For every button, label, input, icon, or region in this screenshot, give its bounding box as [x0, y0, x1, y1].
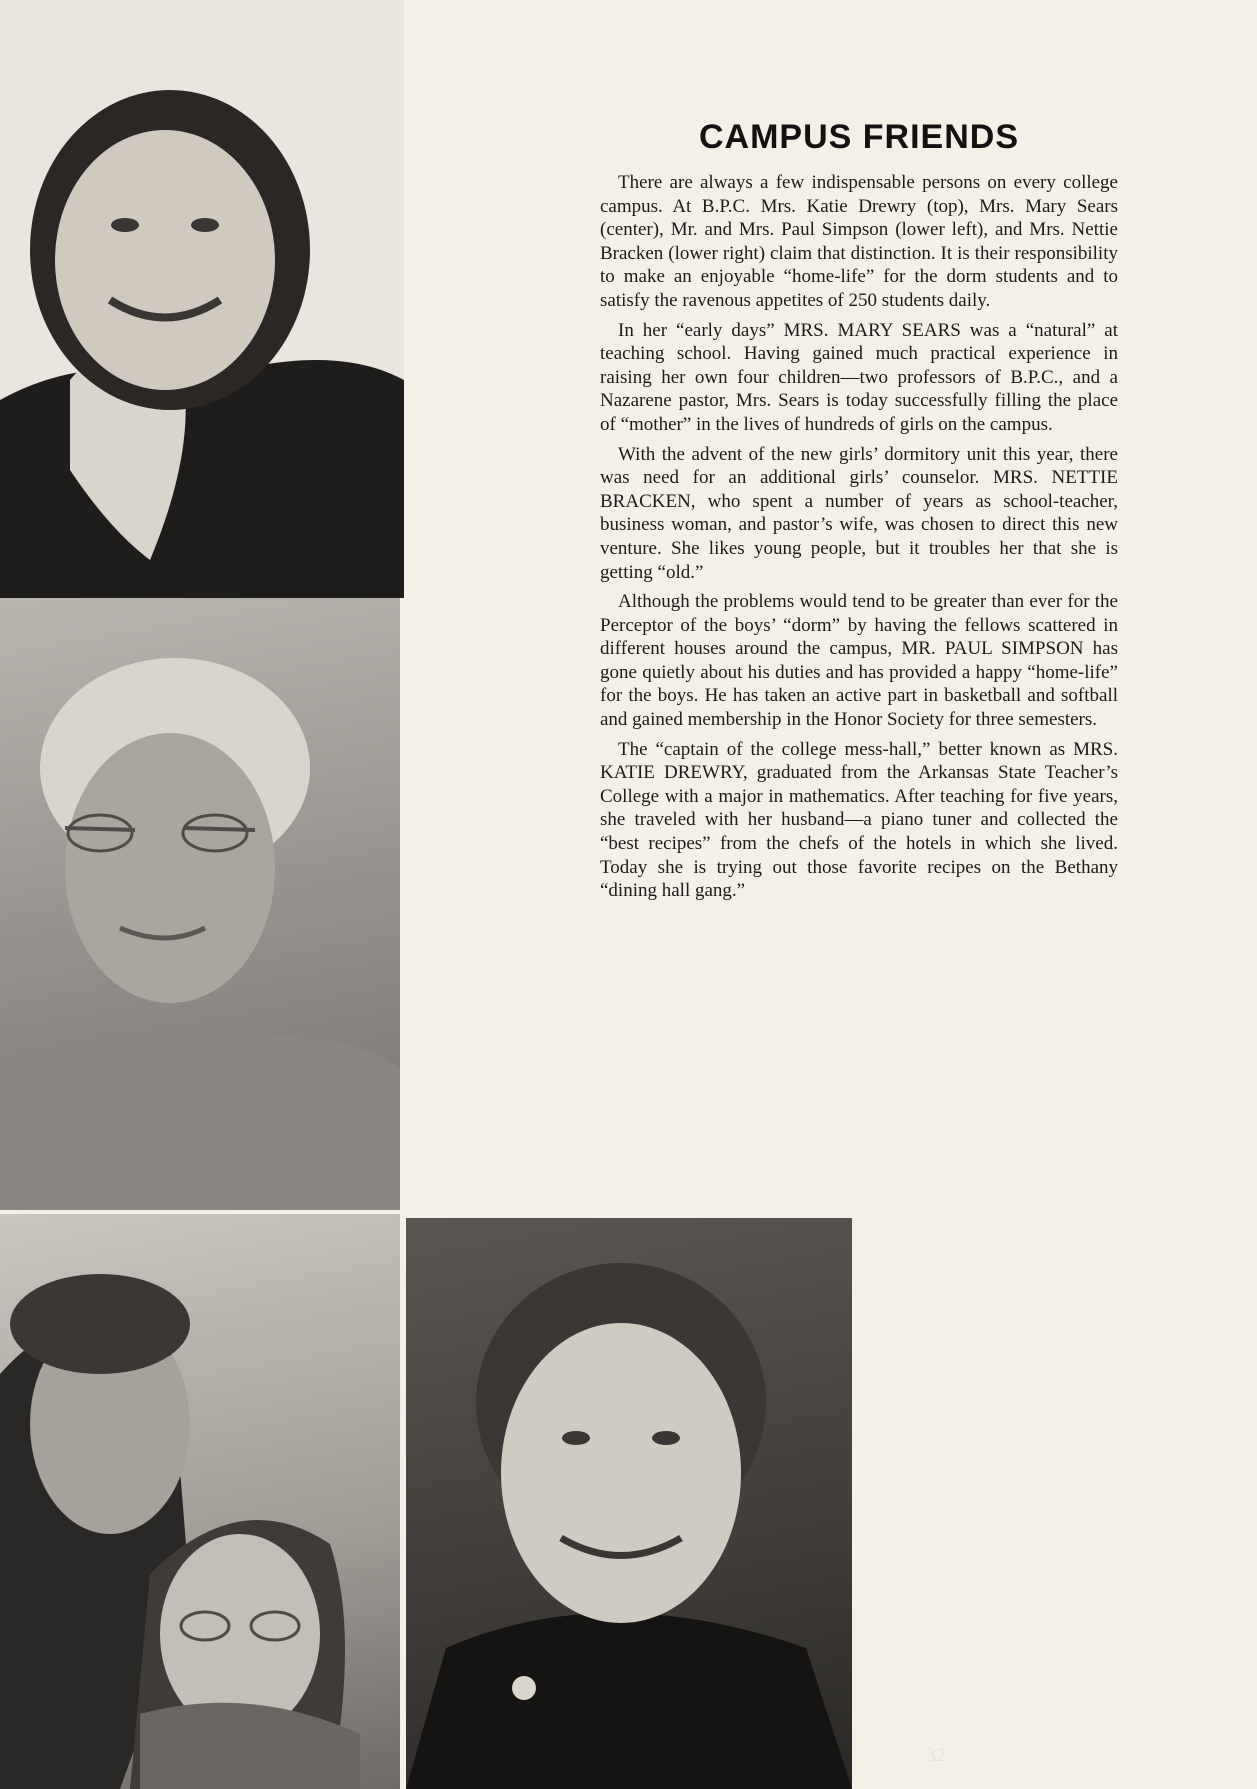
paragraph: With the advent of the new girls’ dormitory unit this year, there was need for an additional girls’ counselor. MRS. NETTIE BRACKEN, who spent a number of years as school-teacher, business woman, and pastor’s wife, was chosen to direct this new venture. She likes young people, but it troubles her that she is getting “old.” — [600, 443, 1118, 583]
photo-mr-and-mrs-paul-simpson — [0, 1214, 400, 1789]
paragraph: There are always a few indispensable persons on every college campus. At B.P.C. Mrs. Katie Drewry (top), Mrs. Mary Sears (center), Mr. and Mrs. Paul Simpson (lower left), and Mrs. Nettie Bracken (lower right) claim that distinction. It is their responsibility to make an enjoyable “home-life” for the dorm students and to satisfy the ravenous appetites of 250 students daily. — [600, 172, 1118, 311]
paragraph: In her “early days” MRS. MARY SEARS was a “natural” at teaching school. Having gained much practical experience in raising her own four children—two professors of B.P.C., and a Nazarene pastor, Mrs. Sears is today successfully filling the place of “mother” in the lives of hundreds of girls on the campus. — [600, 319, 1118, 435]
page-number: 32 — [926, 1744, 946, 1766]
article — [600, 118, 1118, 909]
photo-mrs-nettie-bracken — [406, 1218, 852, 1789]
page-title: CAMPUS FRIENDS — [698, 118, 1020, 156]
paragraph: Although the problems would tend to be greater than ever for the Perceptor of the boys’ “dorm” by having the fellows scattered in different houses around the campus, MR. PAUL SIMPSON has gone quietly about his duties and has provided a happy “home-life” for the boys. He has taken an active part in basketball and softball and gained membership in the Honor Society for three semesters. — [600, 591, 1118, 731]
paragraph: The “captain of the college mess-hall,” better known as MRS. KATIE DREWRY, graduated from the Arkansas State Teacher’s College with a major in mathematics. After teaching for five years, she traveled with her husband—a piano tuner and collected the “best recipes” from the chefs of the hotels in which she lived. Today she is trying out those favorite recipes on the Bethany “dining hall gang.” — [600, 738, 1118, 902]
photo-mrs-katie-drewry — [0, 0, 404, 598]
photo-mrs-mary-sears — [0, 598, 400, 1210]
